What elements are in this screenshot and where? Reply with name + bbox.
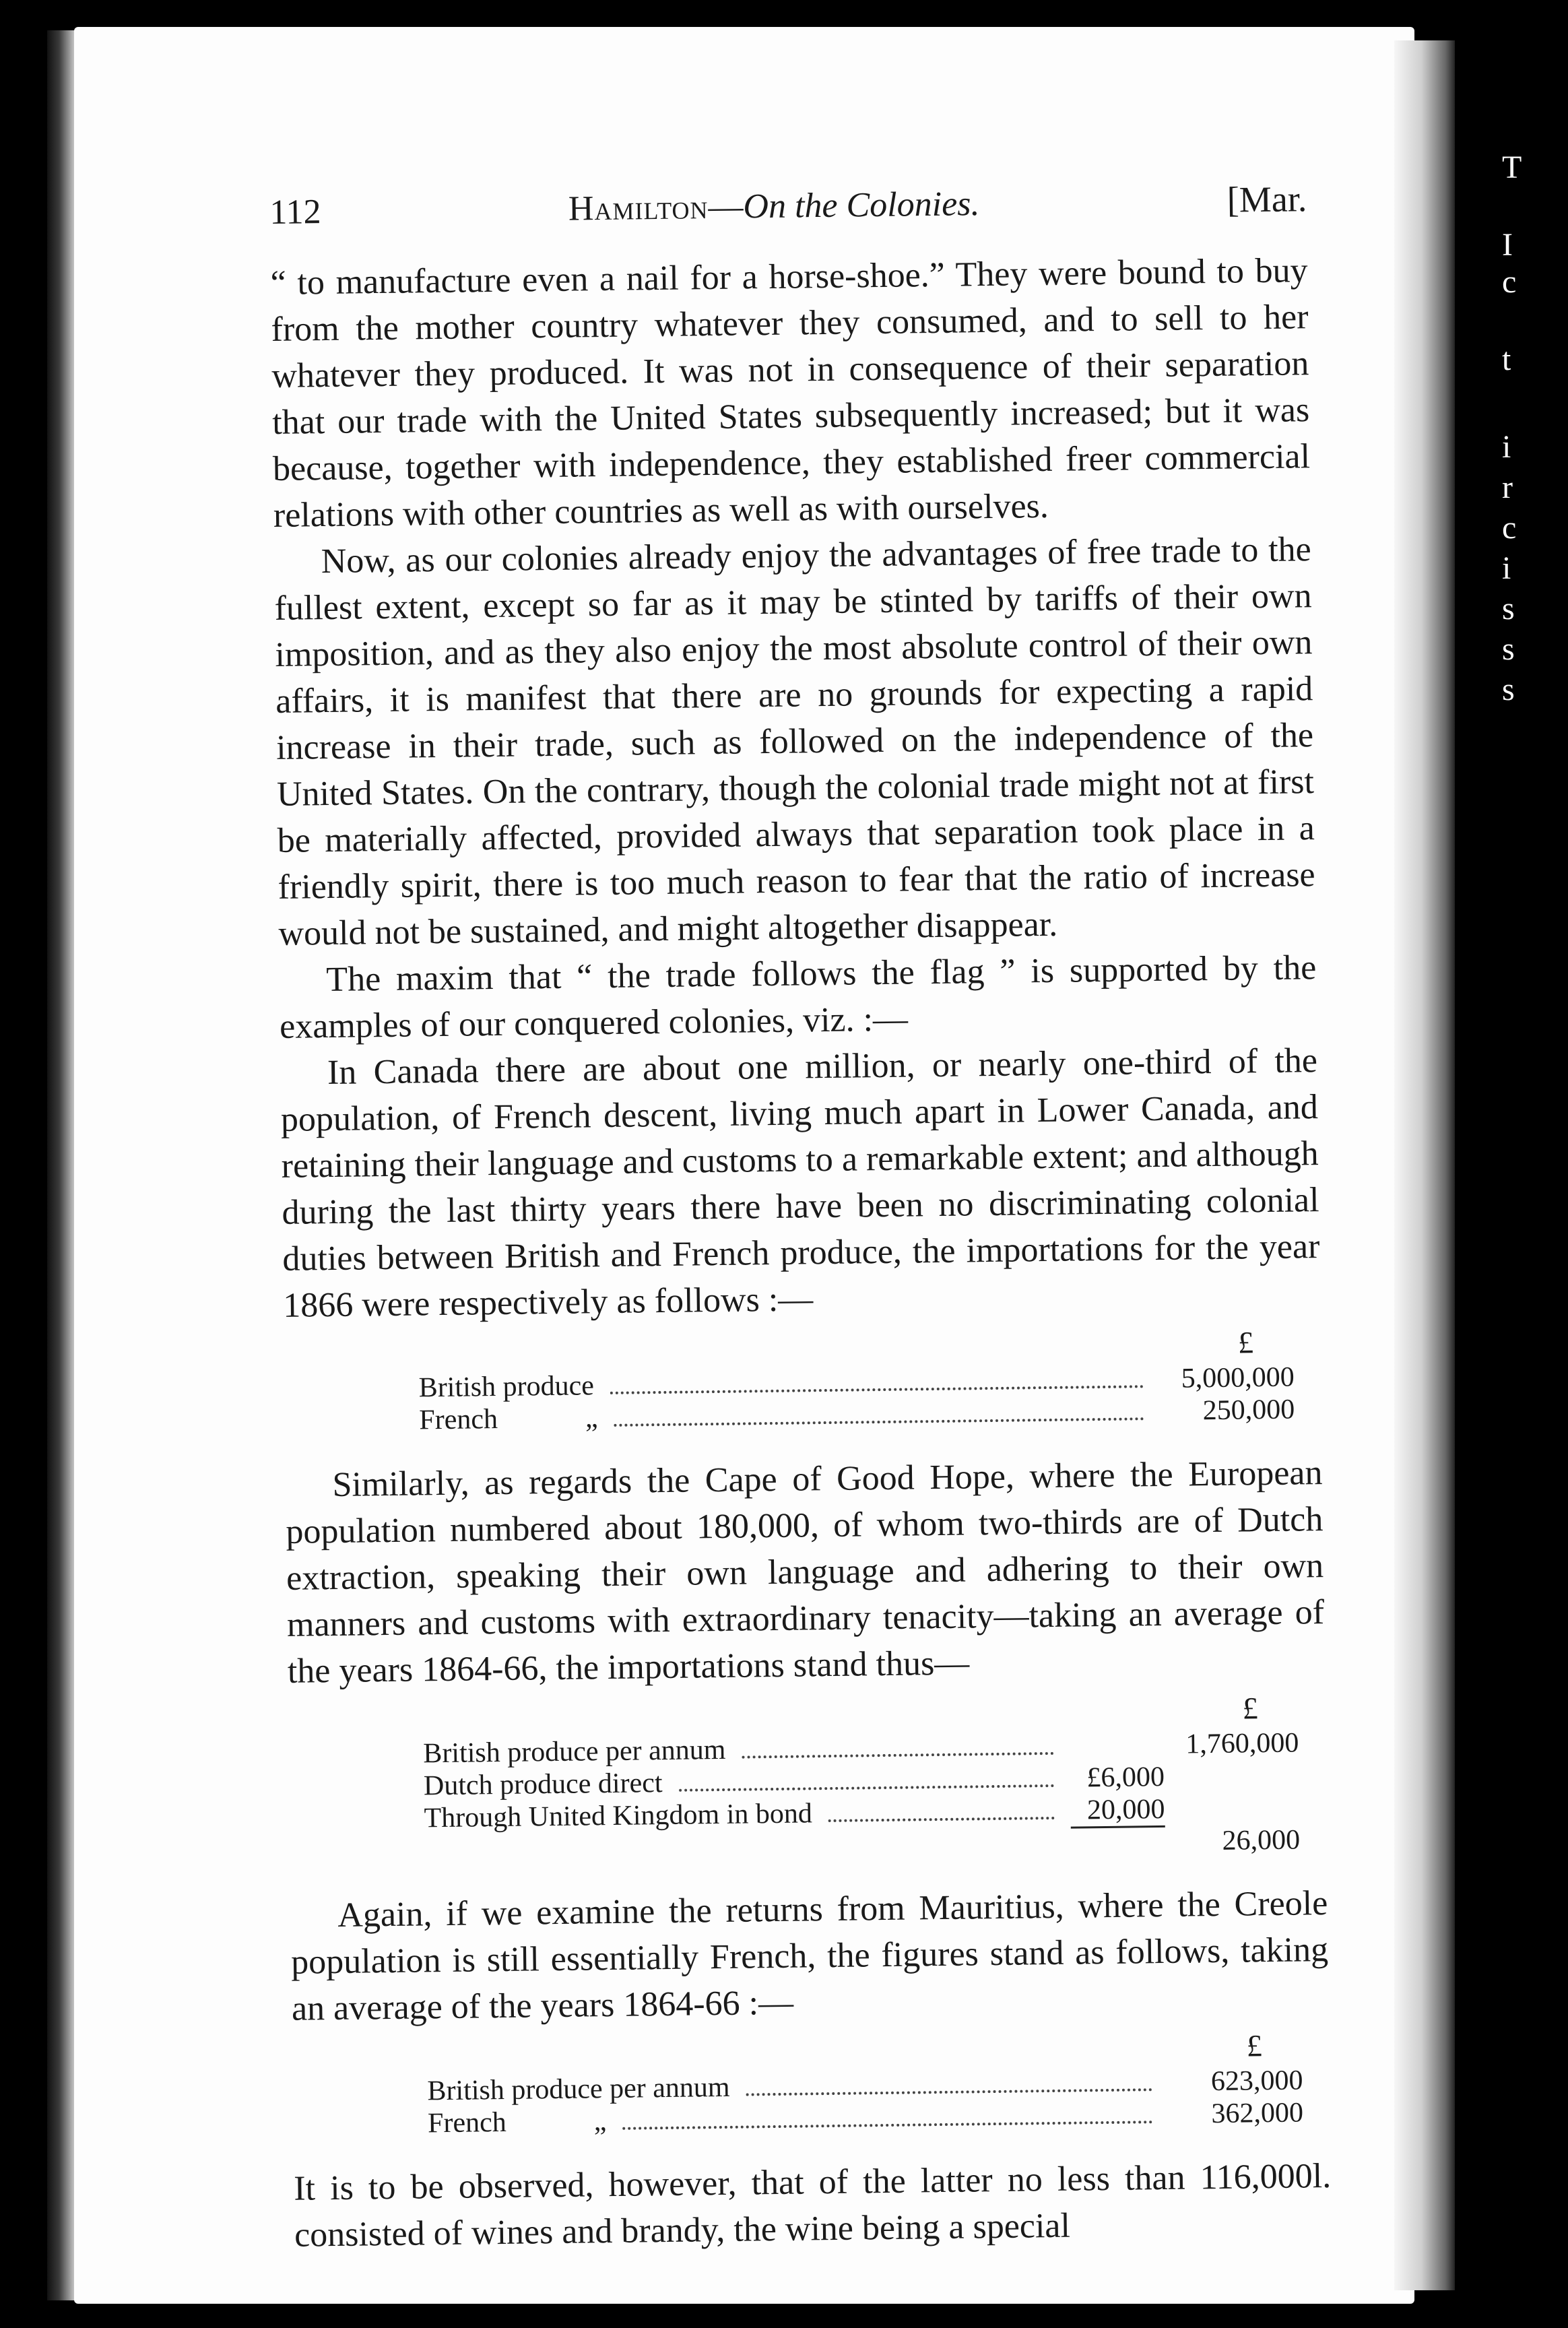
paragraph: Similarly, as regards the Cape of Good Hope, where the European population numbered about 180,000, of whom two-thirds are of Dutch extraction, speaking their own language and adhering to their own manners and customs with extraordinary tenacity—taking an average of the years 1864-66, the importations stand thus— [286, 1454, 1325, 1691]
dot-leader [746, 2072, 1152, 2096]
paragraph: “ to manufacture even a nail for a horse-shoe.” They were bound to buy from the mother country whatever they consumed, and to sell to her whatever they produced. It was not in consequence of their separation that our trade with the United States subsequently increased; but it was because, together with independence, they established freer commercial relations with other countries as well as with ourselves. [270, 251, 1311, 535]
row-label: British produce per annum [423, 1734, 726, 1770]
running-title-work: On the Colonies. [743, 185, 980, 226]
facing-page-letter: T [1502, 150, 1522, 185]
mauritius-imports-table [292, 2026, 1331, 2141]
ditto-mark: „ [593, 2106, 607, 2137]
row-subvalue: £6,000 [1086, 1761, 1165, 1794]
row-value: 623,000 [1210, 2065, 1303, 2098]
ditto-mark: „ [585, 1402, 598, 1434]
dot-leader [678, 1768, 1054, 1792]
paragraph: Now, as our colonies already enjoy the advantages of free trade to the fullest extent, except so far as it may be stinted by tariffs of their own imposition, and as they also enjoy the most absolute control of their own affairs, it is manifest that there are no grounds for expecting a rapid increase in their trade, such as followed on the independence of the United States. On the contrary, though the colonial trade might not at first be materially affected, provided always that separation took place in a friendly spirit, there is too much reason to fear that the ratio of increase would not be sustained, and might altogether disappear. [274, 530, 1315, 953]
row-value: 5,000,000 [1181, 1361, 1295, 1394]
facing-page-letter: I [1502, 227, 1513, 263]
dot-leader [622, 2104, 1152, 2130]
facing-page-letter: c [1502, 510, 1517, 546]
currency-symbol: £ [1242, 1691, 1258, 1726]
running-title [568, 181, 979, 232]
dot-leader [742, 1736, 1053, 1759]
row-label: French [427, 2106, 507, 2139]
running-title-author: Hamilton [568, 188, 709, 228]
canada-imports-table [284, 1323, 1322, 1438]
scan-border [0, 0, 47, 2328]
facing-page-letter: c [1502, 264, 1517, 300]
row-value: 250,000 [1202, 1394, 1295, 1427]
facing-page-letter: s [1502, 631, 1515, 667]
paragraph: In Canada there are about one million, or nearly one-third of the population, of French descent, living much apart in Lower Canada, and retaining their language and customs to a remarkable extent; and although during the last thirty years there have been no discriminating colonial duties between British and French produce, the importations for the year 1866 were respectively as follows :— [280, 1041, 1320, 1325]
dot-leader [610, 1369, 1144, 1394]
cape-imports-table [288, 1689, 1327, 1869]
facing-page-letter: r [1502, 470, 1513, 505]
row-label: French [419, 1403, 498, 1436]
facing-page-letter: i [1502, 550, 1511, 586]
facing-page-letter: t [1502, 342, 1511, 377]
row-label: Through United Kingdom in bond [424, 1798, 813, 1834]
total-value: 26,000 [1222, 1824, 1301, 1856]
page-edge [1394, 40, 1455, 2290]
paragraph: The maxim that “ the trade follows the flag ” is supported by the examples of our conquered colonies, viz. :— [279, 948, 1317, 1046]
row-value: 362,000 [1211, 2097, 1304, 2130]
row-label: Dutch produce direct [423, 1768, 663, 1802]
facing-page-letter: i [1502, 429, 1511, 465]
dot-leader [614, 1401, 1144, 1427]
page-content [269, 176, 1332, 2259]
row-value: 1,760,000 [1185, 1727, 1299, 1760]
dot-leader [828, 1801, 1055, 1822]
paragraph: Again, if we examine the returns from Mauritius, where the Creole population is still essentially French, the figures stand as follows, taking an average of the years 1864-66 :— [290, 1883, 1329, 2028]
facing-page-letter: s [1502, 672, 1515, 707]
row-subvalue: 20,000 [1070, 1793, 1165, 1829]
running-date: [Mar. [1227, 179, 1307, 220]
currency-symbol: £ [1246, 2028, 1263, 2063]
row-label: British produce per annum [427, 2071, 730, 2107]
page-number: 112 [269, 193, 321, 232]
facing-page-letter: s [1502, 591, 1515, 626]
running-title-dash: — [708, 187, 744, 227]
row-label: British produce [418, 1370, 595, 1404]
currency-symbol: £ [1237, 1325, 1254, 1360]
paragraph: It is to be observed, however, that of the latter no less than 116,000l. consisted of wines and brandy, the wine being a special [293, 2156, 1332, 2255]
facing-page-strip [1482, 0, 1568, 2328]
